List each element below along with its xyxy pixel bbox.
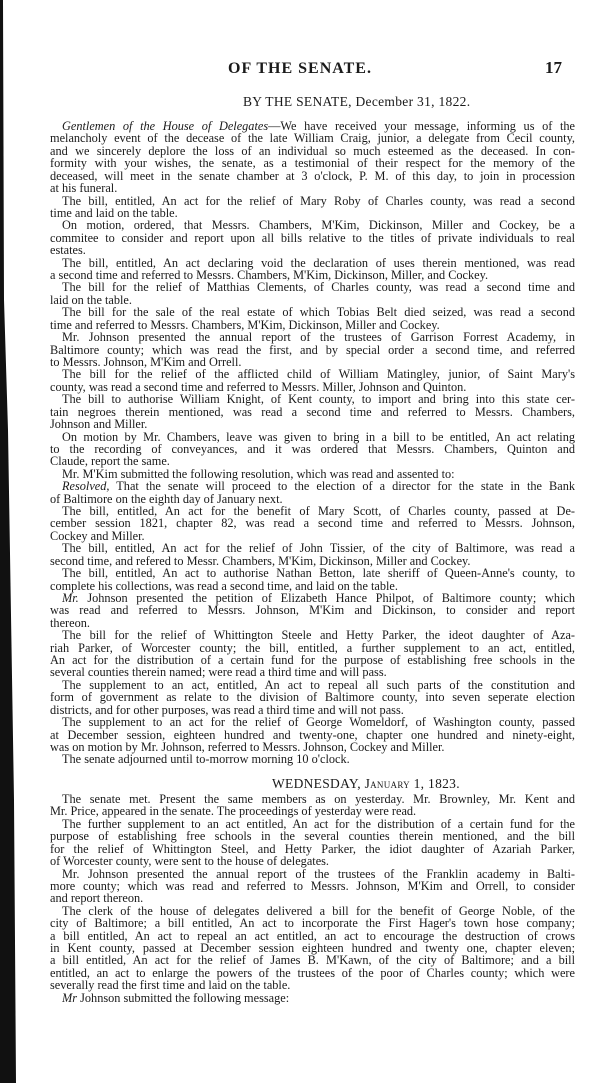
line-text: at his funeral. — [50, 181, 118, 196]
line-text: was read and referred to Messrs. Johnson, M'Kim and Dickinson, to consider and report — [50, 603, 575, 618]
line-text: The bill for the sale of the real estate of which Tobias Belt died seized, was read a second — [62, 305, 575, 320]
line-text: The bill, entitled, An act to authorise Nathan Betton, late sheriff of Queen-Anne's county, to — [62, 566, 575, 581]
line-text: Mr. Johnson presented the annual report of the trustees of the Franklin academy in Balti- — [62, 866, 575, 881]
line-text: and we sincerely deplore the loss of an individual so much esteemed as the deceased. In con- — [50, 143, 575, 158]
text-line — [62, 991, 575, 1006]
line-text: melancholy event of the decease of the late William Craig, junior, a delegate from Cecil county, — [50, 131, 575, 146]
line-text: On motion, ordered, that Messrs. Chambers, M'Kim, Dickinson, Miller and Cockey, be a — [62, 218, 575, 233]
line-text: —We have received your message, informing us of the — [268, 119, 575, 133]
line-text: laid on the table. — [50, 292, 132, 307]
line-text: of Baltimore on the eighth day of January next. — [50, 491, 283, 506]
line-text: time and referred to Messrs. Chambers, M'Kim, Dickinson, Miller and Cockey. — [50, 317, 440, 332]
line-text: estates. — [50, 243, 86, 258]
line-text: purpose of establishing free schools in the several counties therein mentioned, and the bill — [50, 829, 575, 844]
line-text: to the recording of conveyances, and it was ordered that Messrs. Chambers, Quinton and — [50, 441, 575, 456]
heading-day: WEDNESDAY, — [272, 776, 361, 791]
section-heading-jan-1 — [272, 776, 460, 792]
line-text: Claude, report the same. — [50, 454, 170, 469]
heading-date: January 1, — [364, 776, 425, 791]
line-text: of Worcester county, were sent to the house of delegates. — [50, 854, 330, 869]
line-text: The supplement to an act for the relief of George Womeldorf, of Washington county, passed — [62, 715, 575, 730]
section-heading-dec-31: BY THE SENATE, December 31, 1822. — [243, 94, 471, 109]
line-text: An act for the distribution of a certain fund for the purpose of establishing free schools in the — [50, 653, 575, 668]
scan-edge-shadow — [0, 0, 20, 1083]
line-text: severally read the first time and laid on the table. — [50, 978, 291, 993]
line-text: city of Baltimore; a bill entitled, An act to incorporate the First Hager's town hose company; — [50, 916, 575, 931]
line-text: The bill, entitled, An act for the benefit of Mary Scott, of Charles county, passed at De- — [62, 504, 575, 519]
line-text: The senate met. Present the same members as on yesterday. Mr. Brownley, Mr. Kent and — [62, 792, 575, 806]
line-text: was on motion by Mr. Johnson, referred to Messrs. Johnson, Cockey and Miller. — [50, 740, 445, 754]
line-text: That the senate will proceed to the election of a director for the state in the Bank — [109, 479, 575, 494]
line-text: Johnson submitted the following message: — [77, 990, 290, 1005]
line-text: complete his collections, was read a second time, and laid on the table. — [50, 578, 398, 593]
line-text: The bill, entitled, An act declaring void the declaration of uses therein mentioned, was read — [62, 255, 575, 270]
line-text: tain negroes therein mentioned, was read a second time and referred to Messrs. Chambers, — [50, 404, 575, 419]
line-text: Baltimore county; which was read the first, and by special order a second time, and referred — [50, 342, 575, 357]
line-text: in Kent county, passed at December session eighteen hundred and twenty one, chapter eleven; — [50, 941, 575, 956]
line-text: to Messrs. Johnson, M'Kim and Orrell. — [50, 354, 242, 369]
line-text: several counties therein named; were read a third time and will pass. — [50, 665, 387, 680]
line-text: The senate adjourned until to-morrow morning 10 o'clock. — [62, 752, 350, 767]
line-text: Johnson presented the petition of Elizabeth Hance Philpot, of Baltimore county; which — [78, 590, 575, 605]
line-text: The bill, entitled, An act for the relief of John Tissier, of the city of Baltimore, was read a — [62, 541, 575, 556]
italic-lead: Mr. — [62, 590, 79, 605]
italic-lead: Resolved, — [62, 479, 110, 494]
line-text: riah Parker, of Worcester county; the bill, entitled, a further supplement to an act, entitled, — [50, 640, 575, 655]
line-text: Mr. M'Kim submitted the following resolution, which was read and assented to: — [62, 466, 455, 481]
line-text: The supplement to an act, entitled, An act to repeal all such parts of the constitution and — [62, 677, 575, 692]
line-text: The bill for the relief of Matthias Clements, of Charles county, was read a second time and — [62, 280, 575, 295]
line-text: districts, and for other purposes, was read a third time and will not pass. — [50, 702, 404, 717]
line-text: county, was read a second time and referred to Messrs. Miller, Johnson and Quinton. — [50, 379, 467, 394]
line-text: thereon. — [50, 615, 90, 630]
italic-lead: Mr — [62, 990, 78, 1005]
line-text: Mr. Johnson presented the annual report of the trustees of Garrison Forrest Academy, in — [62, 330, 575, 345]
line-text: a bill entitled, An act to repeal an act entitled, an act to encourage the destruction of crows — [50, 928, 575, 943]
line-text: The bill to authorise William Knight, of Kent county, to import and bring into this state cer- — [62, 392, 575, 407]
line-text: The clerk of the house of delegates delivered a bill for the benefit of George Noble, of the — [62, 903, 575, 918]
line-text: Cockey and Miller. — [50, 528, 145, 543]
line-text: a second time and referred to Messrs. Chambers, M'Kim, Dickinson, Miller, and Cockey. — [50, 268, 489, 283]
italic-lead: Gentlemen of the House of Delegates — [62, 119, 269, 133]
line-text: deceased, will meet in the senate chamber at 3 o'clock, P. M. of this day, to join in procession — [50, 168, 575, 183]
text-line — [62, 752, 575, 767]
line-text: and report thereon. — [50, 891, 144, 906]
line-text: at December session, eighteen hundred and twenty-one, chapter one hundred and ninety-eight, — [50, 727, 575, 742]
line-text: cember session 1821, chapter 82, was read a second time and referred to Messrs. Johnson, — [50, 516, 575, 531]
heading-year: 1823. — [428, 776, 460, 791]
page-number: 17 — [545, 58, 562, 77]
line-text: more county; which was read and referred to Messrs. Johnson, M'Kim and Orrell, to consider — [50, 878, 575, 893]
line-text: The bill for the relief of the afflicted child of William Matingley, junior, of Saint Mary's — [62, 367, 575, 382]
line-text: The bill, entitled, An act for the relief of Mary Roby of Charles county, was read a second — [62, 193, 575, 208]
line-text: second time, and refered to Messr. Chambers, M'Kim, Dickinson, Miller and Cockey. — [50, 553, 471, 568]
line-text: The further supplement to an act entitled, An act for the distribution of a certain fund for the — [62, 816, 575, 831]
line-text: entitled, an act to enlarge the powers of the trustees of the poor of Charles county; which were — [50, 965, 575, 980]
line-text: a bill entitled, An act for the relief of James B. M'Kawn, of the city of Baltimore; and a bill — [50, 953, 575, 968]
line-text: The bill for the relief of Whittington Steele and Hetty Parker, the ideot daughter of Aza- — [62, 628, 575, 643]
line-text: Mr. Price, appeared in the senate. The proceedings of yesterday were read. — [50, 804, 417, 819]
line-text: formity with your wishes, the senate, as a testimonial of their respect for the memory of the — [50, 156, 575, 171]
line-text: form of government as relate to the division of Baltimore county, into seven seperate election — [50, 690, 575, 705]
line-text: for the relief of Whittington Steel, and Hetty Parker, the idiot daughter of Azariah Parker, — [50, 841, 575, 856]
line-text: Johnson and Miller. — [50, 417, 148, 432]
line-text: On motion by Mr. Chambers, leave was given to bring in a bill to be entitled, An act relating — [62, 429, 575, 444]
running-title: OF THE SENATE. — [228, 60, 372, 77]
line-text: time and laid on the table. — [50, 205, 178, 220]
line-text: commitee to consider and report upon all bills relative to the titles of private individuals to real — [50, 230, 575, 245]
